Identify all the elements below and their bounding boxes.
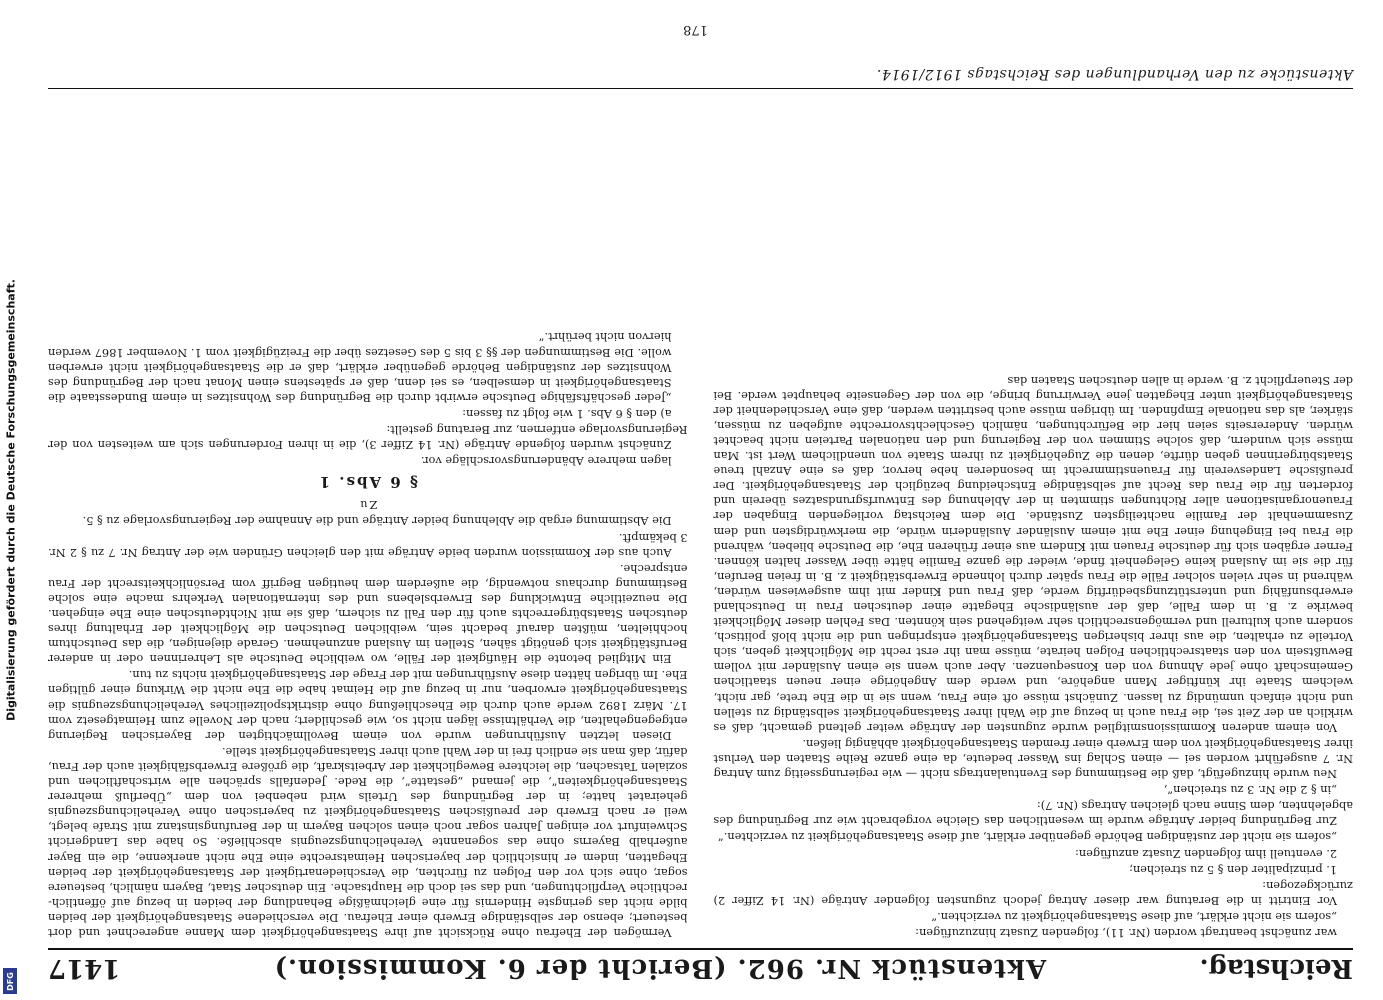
quoted-paragraph: 2. eventuell ihm folgenden Zusatz anzufügen: [1075,846,1337,860]
rotated-sheet [5,0,1383,1000]
section-heading: § 6 Abs. 1 [317,473,418,492]
column-one [714,110,1354,940]
paragraph: war zunächst beantragt worden (Nr. 11), folgenden Zusatz hinzuzufügen: [915,926,1337,939]
paragraph: Vermögen der Ehefrau ohne Rücksicht auf ihre Staatsangehörigkeit dem Manne angerechnet und dort besteuert; ebenso der selbständige Erwerb einer Ehefrau. Die verschiedene Staatsangehörigkeit der beiden bilde nicht das geringste Hindernis für eine gleichmäßige Behandlung der beiden in bezug auf öffentlich-rechtliche Verpflichtungen, und das sei doch die Hauptsache. Ein deutscher Staat, Bayern nämlich, besteuere sogar, ohne sich vor den Folgen zu fürchten, die Verschiedenartigkeit der Staatsangehörigkeit der beiden Ehegatten, indem er hinsichtlich der bayerischen Heimatsrechte eine Ehe nicht anerkenne, die ein Bayer außerhalb Bayerns ohne das sogenannte Verehelichungszeugnis abschließe. So habe das Landgericht Schweinfurt vor einigen Jahren sogar noch einen solchen Bayern in der Berufungsinstanz mit Strafe belegt, weil er nach Erwerb der preußischen Staatsangehörigkeit zu bayerischen ohne Verehelichungszeugnis geheiratet hatte; in der Begründung des Urteils wird nebenbei von dem „Überfluß mehrerer Staatsangehörigkeiten“, die jemand „gestatte“, die Rede. Jedenfalls sprächen alle wirtschaftlichen und sozialen Tatsachen, die leichtere Beweglichkeit der Arbeitskraft, die größere Erwerbsfähigkeit auch der Frau, dafür, daß man sie endlich frei in der Wahl auch ihrer Staatsangehörigkeit stelle. [48,744,688,939]
quoted-paragraph: a) den § 6 Abs. 1 wie folgt zu fassen: [462,406,672,420]
quoted-paragraph: „in § 2 die Nr. 3 zu streichen“, [1163,783,1337,797]
dfg-logo-icon [3,968,17,994]
paragraph: lagen mehrere Abänderungsvorschläge vor. [420,454,672,468]
page-header [48,948,1353,986]
footer-page-number: 178 [683,22,708,37]
quoted-paragraph: 1. prinzipaliter den § 5 zu streichen; [1129,862,1337,876]
paragraph: Zunächst wurden folgende Anträge (Nr. 14 Ziffer 3), die in ihren Forderungen sich am weitesten von der Regierungsvorlage entfernen, zur Beratung gestellt: [48,423,688,452]
paragraph: Vor Eintritt in die Beratung war dieser Antrag jedoch zugunsten folgender Anträge (Nr. 14 Ziffer 2) zurückgezogen: [713,878,1353,907]
column-two [48,110,688,940]
header-left: Reichstag. [1199,953,1353,983]
paragraph: Von einem anderen Kommissionsmitglied wurde zugunsten der Anträge weiter geltend gemacht, daß es wirklich an der Zeit sei, die Frau auch in bezug auf die Wahl ihrer Staatsangehörigkeit selbständig zu stellen und nicht einfach unmündig zu lassen. Zunächst müsse oft eine Frau, wenn sie in die Ehe trete, gar nicht, welchem Staate ihr künftiger Mann angehöre, und werde dem Angehörige einer neuen staatlichen Gemeinschaft ohne jede Ahnung von den Konsequenzen. Aber auch wenn sie einen Ausländer mit vollem Bewußtsein von den staatsrechtlichen Folgen heirate, müsse man ihr erst recht die Möglichkeit geben, sich Vorteile zu erhalten, die aus ihrer bisherigen Staatsangehörigkeit entspringen und die nicht bloß politisch, sondern auch kulturell und vermögensrechtlich sehr weitgehend sein könnten. Das Fehlen dieser Möglichkeit bewirke z. B. in dem Falle, daß der ausländische Ehegatte einer deutschen Frau in Deutschland erwerbsunfähig und unterstützungsbedürftig werde, daß Frau und Kinder mit ihm ausgewiesen würden, während in sehr vielen solcher Fälle die Frau später durch lohnende Erwerbstätigkeit z. B. in freien Berufen, für die sie im Ausland keine Gelegenheit finde, wieder die ganze Familie hätte über Wasser halten können. Ferner ergäben sich für deutsche Frauen mit Kindern aus einer früheren Ehe, die Deutsche blieben, während die Frau bei Eingehung einer Ehe mit einem Ausländer Ausländerin würde, die merkwürdigsten und dem Zusammenhalt der Familie nachteiligsten Zustände. Die dem Reichstag vorliegenden Eingaben der Frauenorganisationen aller Richtungen stimmten in der Ablehnung des Entwurfsgrundsatzes überein und forderten für die Frau das Recht auf selbständige Entscheidung bezüglich der Staatsangehörigkeit. Der preußische Landesverein für Frauenstimmrecht im besonderen hebe hervor, daß es eine Anzahl treue Staatsbürgerinnen geben dürfte, denen die Zugehörigkeit zu ihrem Staate von unendlichem Wert ist. Man müsse sich wundern, daß solche Stimmen von der Regierung und den nationalen Parteien nicht beachtet würden. Andererseits seien hier die Befürchtungen, nämlich Geschlechtsvorrechte aufgeben zu müssen, stärker, als das nationale Empfinden. Im übrigen müsse auch bestritten werden, daß eine Verschiedenheit der Staatsangehörigkeit unter Ehegatten jene Verwirrung bringe, die von der Gegenseite behauptet werde. Bei der Steuerpflicht z. B. werde in allen deutschen Staaten das [713,373,1353,734]
header-document-number: Aktenstück Nr. 962. [736,953,1047,983]
paragraph: Ein Mitglied betonte die Häufigkeit der Fälle, wo weibliche Deutsche als Lehrerinnen oder in anderer Berufstätigkeit sich genötigt sähen, Stellen im Ausland anzunehmen. Gerade diejenigen, die das Deutschtum hochhielten, müßten darauf bedacht sein, weiblichen Deutschen die Möglichkeit der Erhaltung ihres deutschen Staatsbürgerrechts auch für den Fall zu sichern, daß sie mit Nichtdeutschen eine Ehe eingehen. Die neuzeitliche Entwicklung des Erwerbslebens und des internationalen Verkehrs mache eine solche Bestimmung durchaus notwendig, die außerdem dem heutigen Begriff vom Persönlichkeitsrecht der Frau entspreche. [48,561,688,666]
attribution-text: Digitalisierung gefördert durch die Deutsche Forschungsgemeinschaft. [4,279,18,721]
quoted-paragraph: „Jeder geschäftsfähige Deutsche erwirbt durch die Begründung des Wohnsitzes in einem Bundesstaate die Staatsangehörigkeit in demselben, es sei denn, daß er spätestens einen Monat nach der Begründung des Wohnsitzes der zuständigen Behörde gegenüber erklärt, daß er die Staatsangehörigkeit nicht erwerben wolle. Die Bestimmungen der §§ 3 bis 5 des Gesetzes über die Freizügigkeit vom 1. November 1867 werden hiervon nicht berührt.“ [48,330,672,404]
paragraph: Die Abstimmung ergab die Ablehnung beider Anträge und die Annahme der Regierungsvorlage zu § 5. [82,514,672,528]
header-center [274,953,1047,983]
header-report-title: (Bericht der 6. Kommission.) [273,953,727,983]
paragraph: Auch aus der Kommission wurden beide Anträge mit den gleichen Gründen wie der Antrag Nr. 7 zu § 2 Nr. 3 bekämpft. [48,530,688,559]
header-page-number: 1417 [48,953,121,983]
digitization-attribution [2,0,20,1000]
paragraph: Neu wurde hinzugefügt, daß die Bestimmung des Eventualantrags nicht — wie regierungsseitig zum Antrag Nr. 7 ausgeführt worden sei — einen Schlag ins Wasser bedeute, da eine ganze Reihe Staaten den Verlust ihrer Staatsangehörigkeit von dem Erwerb einer fremden Staatsangehörigkeit abhängig ließen. [713,736,1353,781]
quoted-paragraph: „sofern sie nicht erklärt, auf diese Staatsangehörigkeit zu verzichten.“ [931,909,1337,923]
page-footer: Aktenstücke zu den Verhandlungen des Reichstags 1912/1914. [48,66,1353,89]
centered-text: Zu [358,498,378,512]
text-columns [48,110,1353,940]
paragraph: Zur Begründung beider Anträge wurde im wesentlichen das Gleiche vorgebracht wie zur Begründung des abgelehnten, dem Sinne nach gleichen Antrags (Nr. 7): [713,799,1353,828]
quoted-paragraph: „sofern sie nicht der zuständigen Behörde gegenüber erklärt, auf diese Staatsangehörigkeit zu verzichten.“ [718,830,1337,844]
dfg-logo-text: DFG [5,971,15,991]
paragraph: Diesen letzten Ausführungen wurde von einem Bevollmächtigten der Bayerischen Regierung entgegengehalten, die Verhältnisse lägen nicht so, wie geschildert; nach der Novelle zum Heimatgesetz vom 17. März 1892 werde auch durch die Eheschließung ohne distriktspolizeiliches Verehelichungszeugnis die Staatsangehörigkeit erworben, nur in bezug auf die Heimat habe die Ehe nicht die Wirkung einer gültigen Ehe. Im übrigen hätten diese Ausführungen mit der Frage der Staatsangehörigkeit nichts zu tun. [48,668,688,742]
